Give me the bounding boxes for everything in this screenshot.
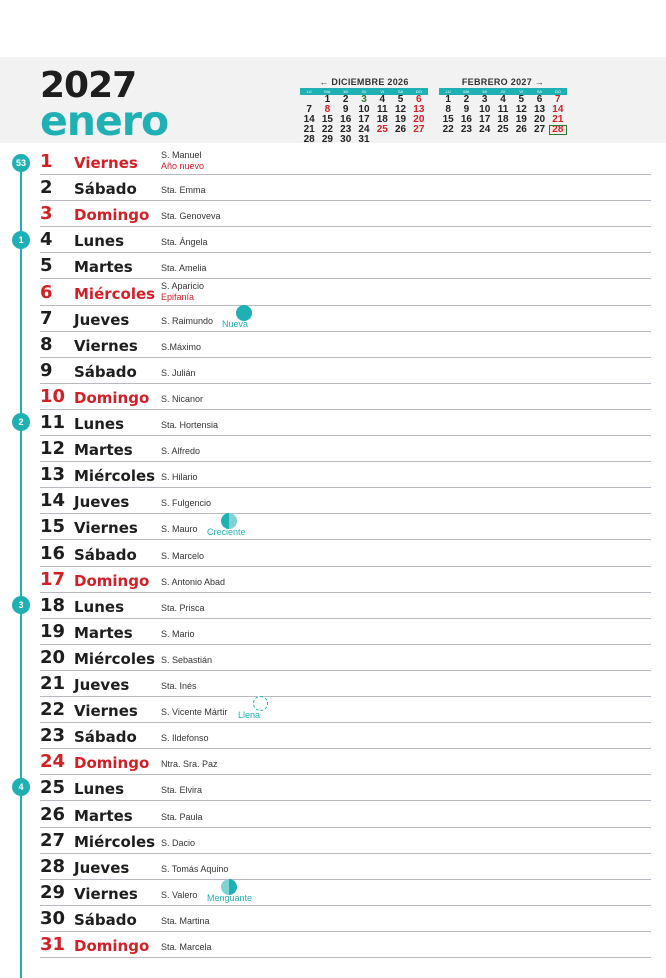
mini-day-cell[interactable]: 10: [358, 104, 370, 115]
saint-name: Sta. Ángela: [161, 237, 208, 248]
day-row[interactable]: [40, 357, 651, 384]
moon-phase-label: Llena: [238, 710, 261, 721]
mini-calendar-february[interactable]: [439, 76, 567, 135]
day-number: 15: [40, 516, 66, 538]
day-name: Martes: [74, 441, 133, 460]
mini-day-cell[interactable]: 5: [518, 94, 525, 105]
day-number: 31: [40, 934, 66, 955]
mini-day-cell[interactable]: 27: [533, 124, 546, 135]
mini-day-cell[interactable]: 30: [340, 134, 352, 145]
week-timeline: [20, 160, 22, 978]
saint-name: S. Raimundo: [161, 315, 214, 326]
mini-calendar-body: [439, 95, 567, 135]
day-row[interactable]: [40, 774, 651, 801]
day-row[interactable]: [40, 435, 651, 462]
saint-name: S. Sebastián: [161, 654, 213, 665]
saint-name: Sta. Martina: [161, 915, 210, 926]
day-number: 13: [40, 464, 66, 486]
day-name: Sábado: [74, 180, 137, 199]
day-number: 22: [40, 699, 66, 721]
saint-name: S. Mario: [161, 628, 195, 639]
saint-name: Sta. Hortensia: [161, 420, 219, 430]
day-row[interactable]: [40, 748, 651, 775]
saint-name: S. Hilario: [161, 472, 198, 483]
mini-day-cell[interactable]: 19: [394, 114, 407, 125]
day-row[interactable]: [40, 566, 651, 593]
mini-day-cell[interactable]: 11: [497, 104, 509, 115]
weekday-label: MI: [482, 89, 487, 94]
mini-calendar-december[interactable]: [300, 76, 428, 145]
moon-phase: [207, 879, 259, 903]
mini-calendar-body: [300, 95, 428, 145]
day-number: 6: [40, 281, 53, 303]
day-name: Viernes: [74, 519, 138, 538]
day-name: Jueves: [74, 858, 130, 877]
saint-name: S. Aparicio: [161, 280, 205, 291]
weekday-label: MA: [324, 89, 331, 94]
mini-day-cell[interactable]: 28: [549, 125, 567, 135]
mini-day-cell[interactable]: 24: [479, 124, 491, 135]
mini-day-cell[interactable]: 15: [321, 114, 333, 125]
mini-day-cell[interactable]: 22: [321, 124, 333, 135]
saint-name: S. Ildefonso: [161, 733, 209, 744]
mini-day-cell[interactable]: 25: [376, 124, 388, 135]
saint-name: Sta. Genoveva: [161, 211, 221, 222]
mini-day-cell[interactable]: 5: [397, 94, 404, 105]
day-name: Martes: [74, 806, 133, 825]
weekday-label: JU: [361, 89, 367, 94]
mini-day-cell[interactable]: 7: [306, 104, 312, 115]
day-number: 23: [40, 725, 66, 747]
week-number-badge: 3: [12, 596, 30, 614]
day-row[interactable]: [40, 644, 651, 671]
day-row[interactable]: [40, 409, 651, 436]
mini-day-cell[interactable]: 8: [445, 104, 451, 115]
mini-day-cell[interactable]: 1: [324, 94, 331, 105]
saint-name: Sta. Elvira: [161, 785, 203, 796]
day-row[interactable]: [40, 592, 651, 619]
day-name: Domingo: [74, 388, 150, 407]
day-row[interactable]: [40, 827, 651, 854]
mini-day-cell[interactable]: 13: [413, 104, 425, 115]
mini-day-cell[interactable]: 21: [303, 124, 315, 135]
moon-phase: [222, 305, 274, 329]
mini-day-cell[interactable]: 27: [413, 124, 425, 135]
mini-day-cell: [391, 135, 409, 145]
day-row[interactable]: [40, 696, 651, 723]
mini-calendar-title[interactable]: FEBRERO 2027 →: [461, 77, 545, 87]
day-number: 2: [40, 177, 53, 199]
day-row[interactable]: [40, 200, 651, 227]
day-number: 10: [40, 385, 66, 407]
day-row[interactable]: [40, 722, 651, 749]
weekday-label: MA: [463, 89, 470, 94]
month-title: enero: [40, 97, 169, 145]
saint-name: S. Alfredo: [161, 446, 201, 457]
saint-name: Ntra. Sra. Paz: [161, 759, 218, 770]
mini-day-cell[interactable]: 9: [463, 104, 470, 115]
day-row[interactable]: [40, 174, 651, 201]
day-number: 11: [40, 412, 66, 433]
day-number: 5: [40, 255, 53, 277]
day-number: 25: [40, 777, 66, 799]
moon-phase: [238, 696, 290, 720]
mini-day-cell[interactable]: 10: [479, 104, 491, 115]
saint-name: Sta. Inés: [161, 681, 197, 691]
saint-name: S. Tomás Aquino: [161, 863, 229, 874]
day-row[interactable]: [40, 879, 651, 906]
saint-name: S. Mauro: [161, 524, 198, 535]
day-name: Viernes: [74, 154, 138, 172]
saint-name: S.Máximo: [161, 341, 202, 352]
weekday-label: SA: [536, 89, 543, 94]
day-name: Lunes: [74, 597, 125, 616]
mini-day-cell[interactable]: 31: [358, 134, 370, 145]
day-number: 7: [40, 307, 53, 329]
mini-day-cell[interactable]: 6: [536, 94, 543, 105]
day-number: 21: [40, 673, 66, 694]
mini-day-cell[interactable]: 9: [342, 104, 349, 115]
day-row[interactable]: [40, 853, 651, 880]
moon-phase-label: Nueva: [222, 318, 249, 329]
moon-phase-label: Menguante: [207, 892, 253, 903]
weekday-label: MI: [343, 89, 348, 94]
mini-week-row: [300, 135, 428, 145]
day-row[interactable]: [40, 331, 651, 358]
day-name: Miércoles: [74, 467, 156, 486]
weekday-label: DO: [415, 89, 422, 94]
mini-calendar-title[interactable]: ← DICIEMBRE 2026: [319, 77, 409, 87]
day-number: 29: [40, 881, 66, 903]
day-name: Domingo: [74, 571, 150, 590]
holiday-note: Epifanía: [161, 291, 195, 302]
day-number: 14: [40, 490, 66, 512]
mini-day-cell[interactable]: 16: [340, 114, 352, 125]
week-number-badge: 1: [12, 231, 30, 249]
saint-name: Sta. Prisca: [161, 602, 205, 613]
mini-day-cell[interactable]: 19: [515, 114, 527, 125]
saint-name: S. Valero: [161, 889, 198, 900]
day-row[interactable]: [40, 252, 651, 279]
day-number: 20: [40, 646, 66, 668]
day-number: 24: [40, 751, 66, 773]
day-name: Sábado: [74, 362, 137, 381]
weekday-label: VI: [519, 89, 524, 94]
weekday-label: LU: [306, 89, 312, 94]
saint-name: S. Antonio Abad: [161, 576, 226, 587]
weekday-label: DO: [554, 89, 561, 94]
saint-name: Sta. Amelia: [161, 263, 207, 274]
mini-day-cell[interactable]: 24: [358, 124, 370, 135]
saint-name: Sta. Marcela: [161, 942, 212, 952]
day-number: 16: [40, 542, 66, 564]
mini-day-cell[interactable]: 14: [552, 104, 564, 115]
day-name: Domingo: [74, 206, 150, 225]
day-row[interactable]: [40, 670, 651, 697]
mini-day-cell[interactable]: 4: [500, 94, 506, 105]
saint-name: Sta. Paula: [161, 811, 203, 822]
day-name: Lunes: [74, 780, 125, 799]
day-name: Martes: [74, 258, 133, 277]
day-row[interactable]: [40, 461, 651, 488]
day-name: Domingo: [74, 937, 150, 955]
day-number: 17: [40, 568, 66, 590]
mini-day-cell[interactable]: 6: [416, 94, 422, 105]
day-row[interactable]: [40, 383, 651, 410]
day-number: 1: [40, 151, 53, 172]
mini-week-row: [439, 125, 567, 135]
day-row[interactable]: [40, 931, 651, 958]
week-number-badge: 53: [12, 154, 30, 172]
mini-day-cell[interactable]: 25: [497, 124, 509, 135]
day-number: 30: [40, 907, 66, 929]
day-row[interactable]: [40, 305, 651, 332]
day-name: Jueves: [74, 493, 130, 512]
day-row[interactable]: [40, 513, 651, 540]
mini-day-cell[interactable]: 12: [515, 104, 527, 115]
day-name: Domingo: [74, 754, 150, 773]
saint-name: S. Marcelo: [161, 550, 205, 561]
weekday-label: VI: [380, 89, 385, 94]
day-name: Jueves: [74, 310, 130, 329]
saint-name: S. Julián: [161, 367, 196, 378]
moon-phase: [207, 513, 259, 537]
day-name: Lunes: [74, 415, 125, 433]
mini-day-cell[interactable]: 26: [515, 124, 527, 135]
day-name: Sábado: [74, 728, 137, 747]
day-number: 9: [40, 359, 53, 381]
mini-day-cell[interactable]: 22: [442, 124, 454, 135]
day-row[interactable]: [40, 540, 651, 567]
day-row[interactable]: [40, 148, 651, 175]
day-row[interactable]: [40, 487, 651, 514]
mini-day-cell[interactable]: 2: [342, 94, 349, 105]
day-name: Jueves: [74, 676, 130, 694]
mini-day-cell[interactable]: 12: [394, 104, 407, 115]
weekday-label: LU: [445, 89, 451, 94]
day-name: Lunes: [74, 232, 125, 251]
day-number: 27: [40, 829, 66, 851]
day-number: 12: [40, 438, 66, 460]
mini-day-cell[interactable]: 3: [361, 94, 367, 105]
mini-day-cell[interactable]: 26: [394, 124, 407, 135]
day-row[interactable]: [40, 618, 651, 645]
day-number: 4: [40, 229, 53, 251]
saint-name: S. Manuel: [161, 150, 202, 160]
day-name: Viernes: [74, 336, 138, 355]
holiday-note: Año nuevo: [161, 161, 205, 171]
day-name: Viernes: [74, 884, 138, 903]
saint-name: S. Vicente Mártir: [161, 707, 228, 718]
mini-day-cell[interactable]: 17: [479, 114, 491, 125]
day-row[interactable]: [40, 905, 651, 932]
mini-day-cell[interactable]: 21: [552, 114, 564, 125]
mini-day-cell[interactable]: 23: [460, 124, 472, 135]
week-number-badge: 4: [12, 778, 30, 796]
saint-name: S. Fulgencio: [161, 498, 212, 509]
saint-name: Sta. Emma: [161, 185, 206, 196]
mini-day-cell: [373, 135, 391, 145]
mini-day-cell: [410, 135, 428, 145]
week-number-badge: 2: [12, 413, 30, 431]
day-number: 19: [40, 620, 66, 642]
day-name: Sábado: [74, 910, 137, 929]
mini-day-cell[interactable]: 8: [324, 104, 331, 115]
weekday-label: SA: [397, 89, 404, 94]
mini-day-cell[interactable]: 7: [555, 94, 561, 105]
day-row[interactable]: [40, 279, 651, 306]
day-number: 8: [40, 333, 53, 355]
mini-day-cell[interactable]: 4: [379, 94, 386, 105]
mini-day-cell[interactable]: 2: [463, 94, 470, 105]
mini-day-cell[interactable]: 20: [533, 114, 546, 125]
day-name: Viernes: [74, 702, 138, 721]
mini-day-cell[interactable]: 18: [497, 114, 509, 125]
day-name: Miércoles: [74, 832, 156, 851]
day-number: 26: [40, 803, 66, 825]
saint-name: S. Nicanor: [161, 393, 204, 404]
mini-day-cell[interactable]: 18: [376, 114, 388, 125]
mini-day-cell[interactable]: 20: [413, 114, 425, 125]
mini-day-cell[interactable]: 3: [481, 94, 488, 105]
mini-day-cell[interactable]: 16: [460, 114, 472, 125]
mini-day-cell[interactable]: 13: [533, 104, 546, 115]
mini-day-cell[interactable]: 17: [358, 114, 370, 125]
day-name: Miércoles: [74, 284, 156, 303]
moon-icon: [253, 696, 268, 711]
mini-day-cell[interactable]: 28: [303, 134, 315, 145]
saint-name: S. Dacio: [161, 837, 196, 848]
day-row[interactable]: [40, 226, 651, 253]
mini-day-cell[interactable]: 29: [321, 134, 333, 145]
mini-day-cell[interactable]: 23: [340, 124, 352, 135]
moon-phase-label: Creciente: [207, 527, 246, 538]
day-row[interactable]: [40, 801, 651, 828]
mini-day-cell[interactable]: 1: [445, 94, 451, 105]
mini-day-cell[interactable]: 14: [303, 114, 315, 125]
day-name: Miércoles: [74, 649, 156, 668]
year-title: 2027: [40, 65, 137, 106]
day-name: Sábado: [74, 545, 137, 564]
weekday-label: JU: [500, 89, 506, 94]
day-number: 18: [40, 594, 66, 616]
mini-day-cell[interactable]: 11: [376, 104, 388, 115]
mini-day-cell[interactable]: 15: [442, 114, 454, 125]
day-number: 28: [40, 855, 66, 877]
day-number: 3: [40, 203, 53, 225]
day-name: Martes: [74, 623, 133, 642]
